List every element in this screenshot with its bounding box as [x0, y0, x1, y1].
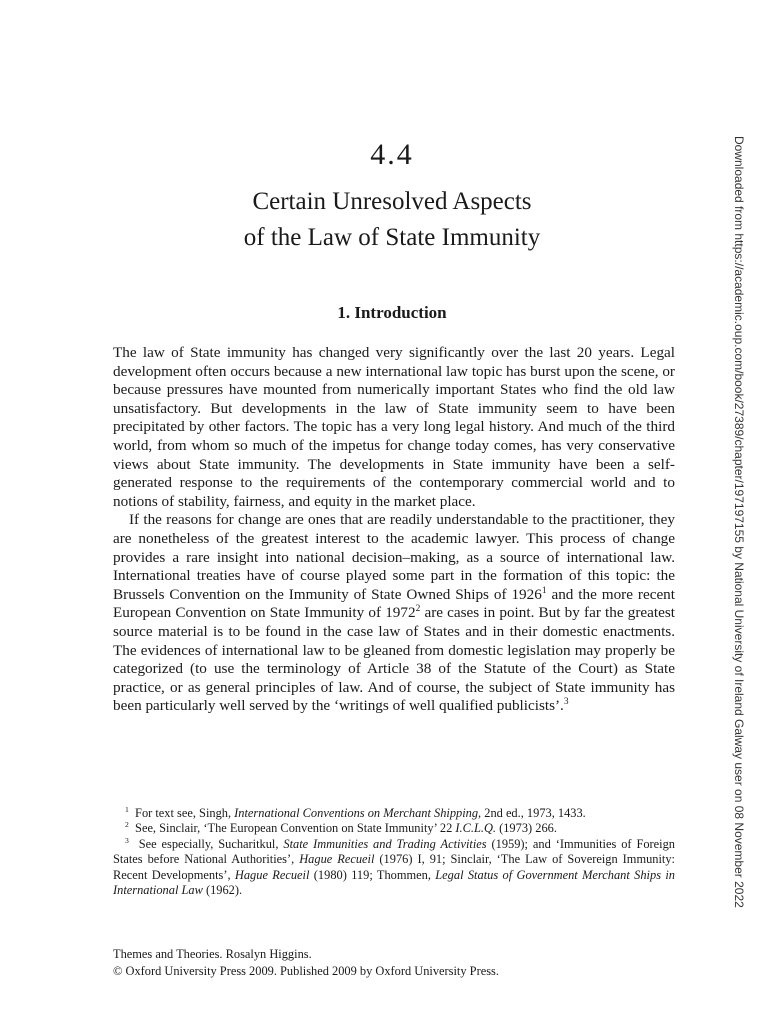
footnote-2	[113, 821, 675, 836]
footnote-2-number: 2	[125, 820, 129, 830]
footnote-3-title-1: State Immunities and Trading Activities	[283, 836, 487, 851]
footer-copyright: © Oxford University Press 2009. Published 2009 by Oxford University Press.	[113, 964, 499, 978]
footnote-2-journal: I.C.L.Q.	[455, 821, 497, 836]
chapter-title-line-1: Certain Unresolved Aspects	[252, 188, 532, 215]
footnote-3-text-i: (1962).	[202, 883, 243, 898]
footnote-1-text-a: For text see, Singh,	[135, 806, 235, 820]
paragraph-2	[113, 511, 675, 716]
paragraph-2-part-3: are cases in point. But by far the greatest source material is to be found in the case law of States and in their domestic enactments. The evidences of international law to be gleaned from domestic legislation may properly be categorized (to use the terminology of Article 38 of the Statute of the Court) as State practice, or as general principles of law. And of course, the subject of State immunity has been particularly well served by the ‘writings of well qualified publicists’.	[113, 604, 675, 715]
footnote-3-text-a: See especially, Sucharitkul,	[138, 836, 284, 851]
body-text	[113, 344, 675, 716]
footnote-3-title-3: Hague Recueil	[234, 867, 310, 882]
paragraph-2-part-2: and the more recent European Convention on State Immunity of 1972	[113, 585, 675, 622]
footnote-1	[113, 806, 675, 821]
footnote-ref-3[interactable]: 3	[563, 697, 569, 708]
footer-line-1: Themes and Theories. Rosalyn Higgins.	[113, 947, 312, 961]
footnote-3-text-c: (1959); and ‘Immunities of Foreign States before National Authorities’,	[113, 836, 675, 867]
chapter-title	[0, 184, 768, 256]
footnote-3-number: 3	[125, 835, 129, 845]
paragraph-2-part-1: If the reasons for change are ones that are readily understandable to the practitioner, they are nonetheless of the greatest interest to the academic lawyer. This process of change provides a rare insight into national decision–making, as a source of international law. International treaties have of course played some part in the formation of this topic: the Brussels Convention on the Immunity of State Owned Ships of 1926	[113, 511, 675, 603]
download-watermark: Downloaded from https://academic.oup.com/book/27389/chapter/197197155 by National University of Ireland Galway user on 08 November 2022	[732, 136, 746, 908]
footnote-ref-2[interactable]: 2	[415, 604, 421, 615]
footnote-3-title-2: Hague Recueil	[299, 852, 375, 867]
chapter-title-line-2: of the Law of State Immunity	[243, 224, 541, 251]
chapter-number: 4.4	[370, 138, 414, 171]
paragraph-1: The law of State immunity has changed very significantly over the last 20 years. Legal development often occurs because a new international law topic has burst upon the scene, or because pressures have mounted from numerically important States who find the old law unsatisfactory. But developments in the law of State immunity seem to have been precipitated by other factors. The topic has a very long legal history. And much of the third world, from whom so much of the impetus for change today comes, has very conservative views about State immunity. The developments in State immunity have been a self-generated response to the requirements of the contemporary commercial world and to notions of stability, fairness, and equity in the market place.	[113, 344, 675, 510]
footnote-ref-1[interactable]: 1	[541, 585, 547, 596]
footnote-2-text-a: See, Sinclair, ‘The European Convention on State Immunity’ 22	[135, 821, 456, 836]
footnotes	[113, 806, 675, 898]
footnote-1-number: 1	[125, 804, 129, 814]
page-footer	[113, 946, 499, 980]
footnote-3-text-e: (1976) I, 91; Sinclair, ‘The Law of Sovereign Immunity: Recent Developments’,	[113, 852, 675, 882]
footnote-1-text-c: 2nd ed., 1973, 1433.	[481, 806, 586, 820]
footnote-1-title: International Conventions on Merchant Shipping,	[234, 806, 482, 820]
section-heading: 1. Introduction	[337, 303, 447, 322]
footnote-2-text-c: (1973) 266.	[496, 821, 557, 836]
footnote-3	[113, 837, 675, 899]
footnote-3-text-g: (1980) 119; Thommen,	[309, 867, 436, 882]
footnote-3-title-4: Legal Status of Government Merchant Ships in International Law	[113, 867, 676, 898]
